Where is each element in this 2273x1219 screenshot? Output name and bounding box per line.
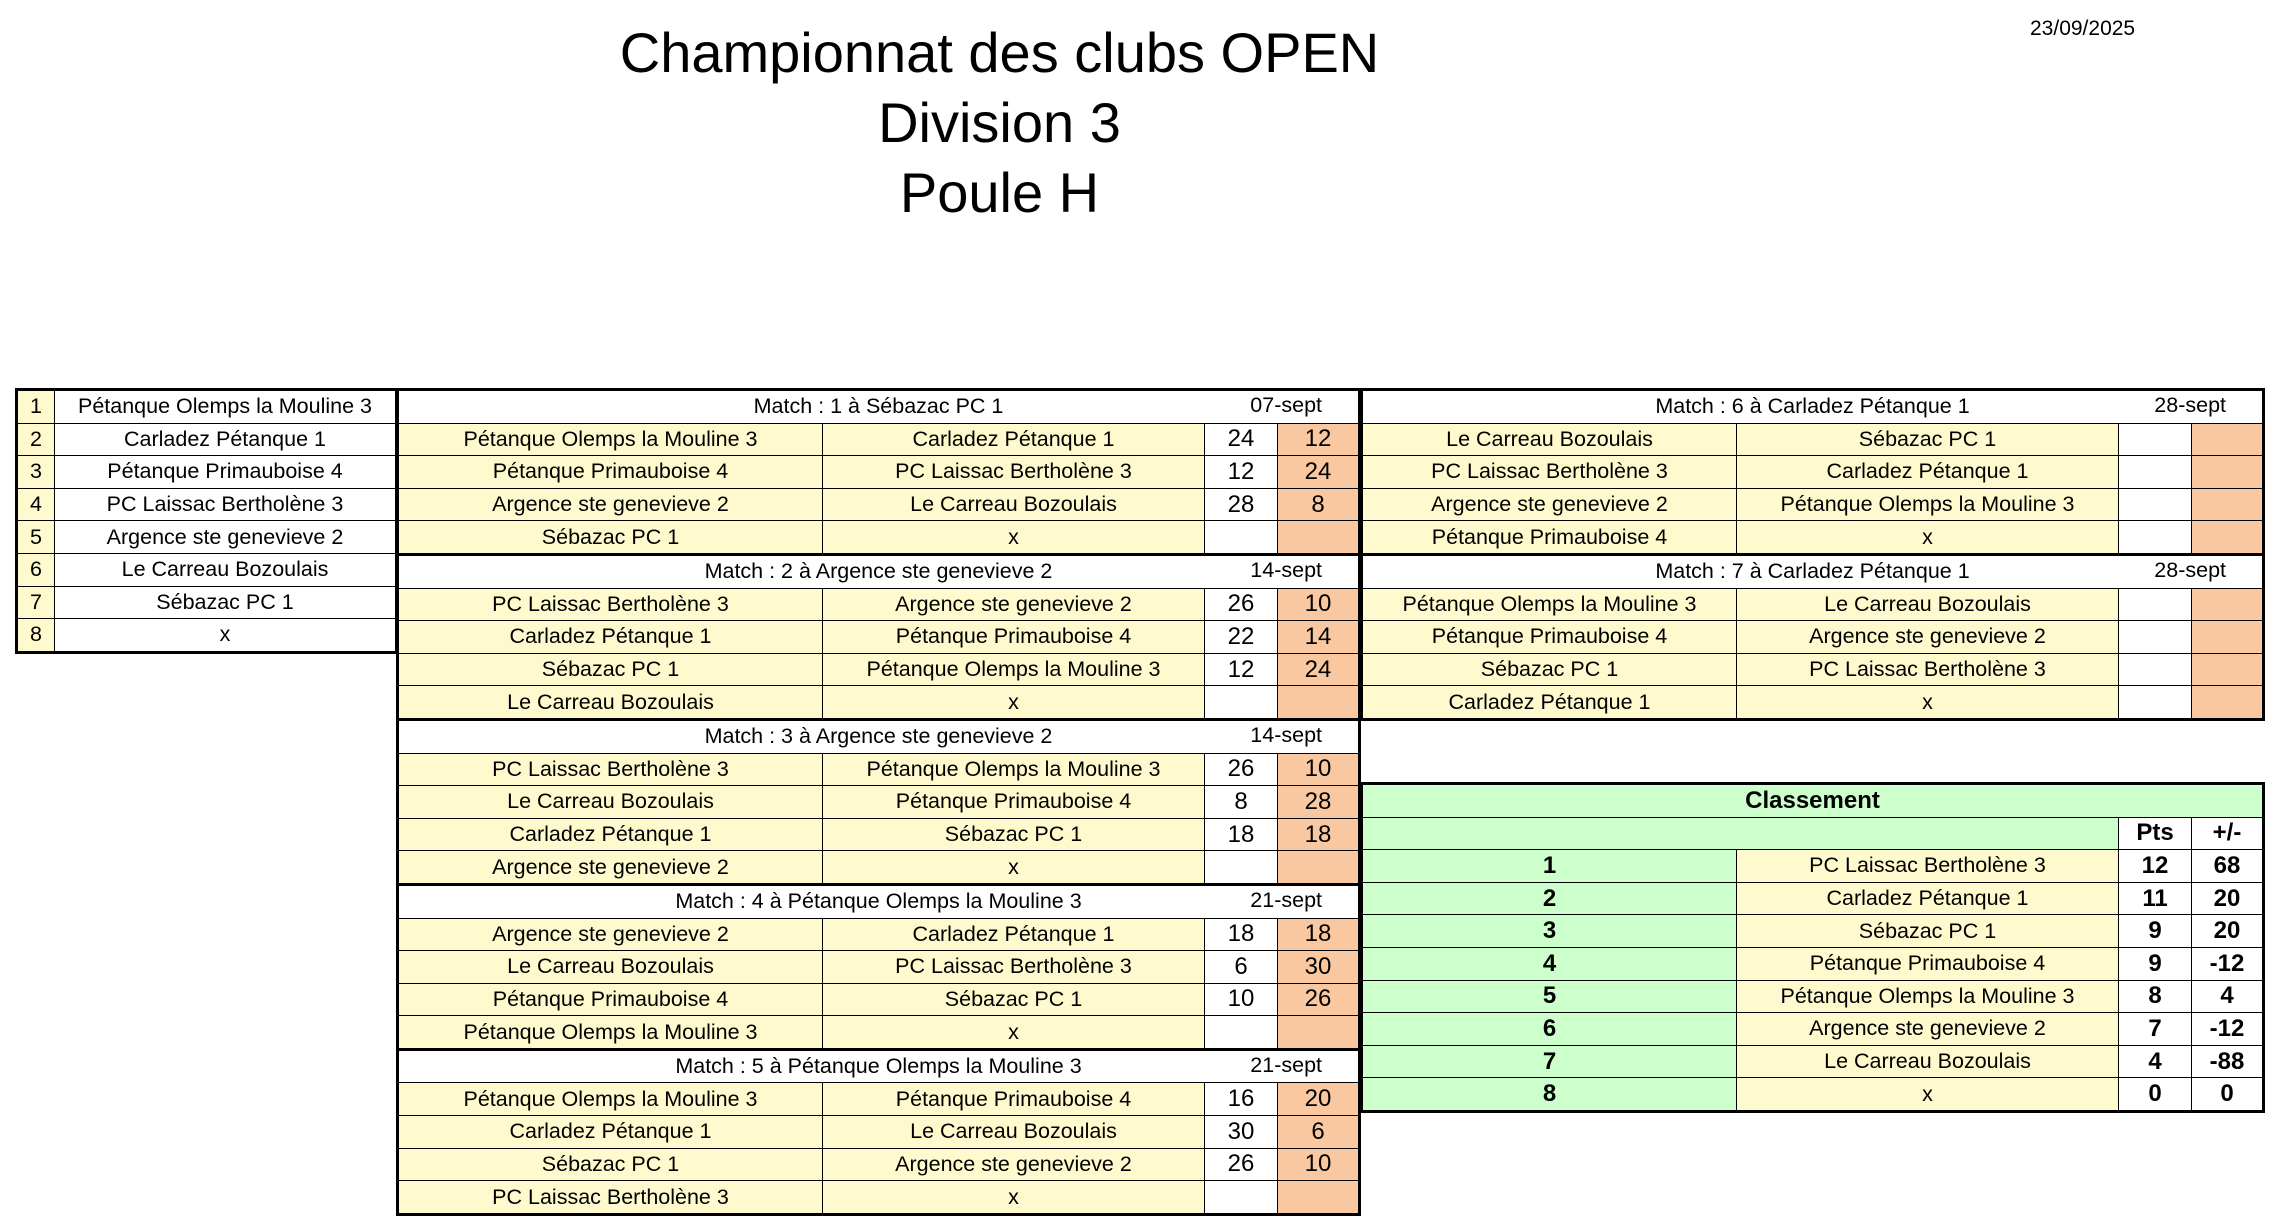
- home-team: Le Carreau Bozoulais: [1362, 423, 1737, 456]
- away-score: 20: [1278, 1083, 1360, 1116]
- home-score: [2119, 521, 2192, 555]
- home-score: 8: [1205, 786, 1278, 819]
- match-header-row: [398, 390, 1360, 424]
- game-row: [1362, 456, 2264, 489]
- away-score: [1278, 1016, 1360, 1050]
- points: 4: [2119, 1045, 2192, 1078]
- matches-table-right: [1360, 388, 2265, 721]
- game-row: [1362, 423, 2264, 456]
- difference-header: +/-: [2192, 817, 2264, 850]
- team-name: PC Laissac Bertholène 3: [55, 488, 397, 521]
- home-team: Sébazac PC 1: [398, 653, 823, 686]
- match-date: 07-sept: [1250, 393, 1322, 417]
- home-score: [2119, 653, 2192, 686]
- away-score: 10: [1278, 753, 1360, 786]
- goal-difference: 68: [2192, 850, 2264, 883]
- away-team: Sébazac PC 1: [823, 818, 1205, 851]
- game-row: [398, 621, 1360, 654]
- home-team: Sébazac PC 1: [398, 521, 823, 555]
- away-team: Pétanque Olemps la Mouline 3: [823, 653, 1205, 686]
- away-score: [1278, 686, 1360, 720]
- match-header-row: [398, 884, 1360, 918]
- away-score: 26: [1278, 983, 1360, 1016]
- team-number: 6: [17, 553, 55, 586]
- away-score: 24: [1278, 456, 1360, 489]
- home-team: Argence ste genevieve 2: [1362, 488, 1737, 521]
- home-team: PC Laissac Bertholène 3: [1362, 456, 1737, 489]
- home-score: 26: [1205, 588, 1278, 621]
- away-score: [2192, 686, 2264, 720]
- home-team: Argence ste genevieve 2: [398, 918, 823, 951]
- home-team: PC Laissac Bertholène 3: [398, 588, 823, 621]
- home-team: Pétanque Olemps la Mouline 3: [398, 1083, 823, 1116]
- standing-team: Pétanque Olemps la Mouline 3: [1737, 980, 2119, 1013]
- match-date: 28-sept: [2154, 393, 2226, 417]
- rank: 3: [1362, 915, 1737, 948]
- home-team: Pétanque Olemps la Mouline 3: [1362, 588, 1737, 621]
- game-row: [398, 588, 1360, 621]
- game-row: [1362, 588, 2264, 621]
- team-row: [17, 456, 397, 489]
- standings-row: [1362, 882, 2264, 915]
- away-score: 10: [1278, 1148, 1360, 1181]
- points: 9: [2119, 947, 2192, 980]
- rank: 8: [1362, 1078, 1737, 1112]
- home-team: Carladez Pétanque 1: [398, 818, 823, 851]
- home-score: 18: [1205, 918, 1278, 951]
- home-team: Sébazac PC 1: [1362, 653, 1737, 686]
- team-name: Le Carreau Bozoulais: [55, 553, 397, 586]
- standings-title-row: [1362, 784, 2264, 818]
- team-name: Pétanque Primauboise 4: [55, 456, 397, 489]
- standings-header-blank: [1362, 817, 2119, 850]
- match-header-row: [398, 719, 1360, 753]
- home-score: 24: [1205, 423, 1278, 456]
- points: 11: [2119, 882, 2192, 915]
- game-row: [398, 1016, 1360, 1050]
- home-team: Sébazac PC 1: [398, 1148, 823, 1181]
- game-row: [398, 686, 1360, 720]
- away-team: x: [1737, 521, 2119, 555]
- away-team: Carladez Pétanque 1: [823, 423, 1205, 456]
- points: 7: [2119, 1013, 2192, 1046]
- match-header: [398, 390, 1360, 424]
- team-row: [17, 553, 397, 586]
- game-row: [1362, 686, 2264, 720]
- points-header: Pts: [2119, 817, 2192, 850]
- away-score: [2192, 588, 2264, 621]
- game-row: [398, 851, 1360, 885]
- away-team: Le Carreau Bozoulais: [1737, 588, 2119, 621]
- match-date: 14-sept: [1250, 557, 1322, 582]
- away-score: [2192, 621, 2264, 654]
- team-number: 4: [17, 488, 55, 521]
- home-team: Argence ste genevieve 2: [398, 851, 823, 885]
- points: 0: [2119, 1078, 2192, 1112]
- standing-team: PC Laissac Bertholène 3: [1737, 850, 2119, 883]
- home-score: 22: [1205, 621, 1278, 654]
- standing-team: Carladez Pétanque 1: [1737, 882, 2119, 915]
- away-team: x: [823, 521, 1205, 555]
- home-score: 12: [1205, 456, 1278, 489]
- match-date: 21-sept: [1250, 887, 1322, 912]
- away-score: 28: [1278, 786, 1360, 819]
- home-score: [2119, 423, 2192, 456]
- standings-row: [1362, 850, 2264, 883]
- game-row: [1362, 653, 2264, 686]
- standings-row: [1362, 1013, 2264, 1046]
- away-team: Pétanque Olemps la Mouline 3: [823, 753, 1205, 786]
- match-header-row: [398, 554, 1360, 588]
- away-score: [2192, 456, 2264, 489]
- standing-team: Le Carreau Bozoulais: [1737, 1045, 2119, 1078]
- match-date: 14-sept: [1250, 722, 1322, 747]
- game-row: [398, 918, 1360, 951]
- home-score: [2119, 621, 2192, 654]
- away-score: [2192, 423, 2264, 456]
- match-title: Match : 6 à Carladez Pétanque 1: [1655, 394, 1970, 419]
- match-header: [1362, 554, 2264, 588]
- team-row: [17, 619, 397, 653]
- home-score: [1205, 686, 1278, 720]
- home-team: Pétanque Primauboise 4: [398, 983, 823, 1016]
- home-team: Le Carreau Bozoulais: [398, 951, 823, 984]
- team-name: Carladez Pétanque 1: [55, 423, 397, 456]
- team-name: Pétanque Olemps la Mouline 3: [55, 390, 397, 424]
- away-team: Argence ste genevieve 2: [823, 588, 1205, 621]
- match-header-row: [398, 1049, 1360, 1083]
- home-team: Argence ste genevieve 2: [398, 488, 823, 521]
- away-team: Sébazac PC 1: [823, 983, 1205, 1016]
- away-score: 18: [1278, 818, 1360, 851]
- home-team: Carladez Pétanque 1: [398, 621, 823, 654]
- home-score: [1205, 521, 1278, 555]
- away-score: [2192, 653, 2264, 686]
- game-row: [398, 653, 1360, 686]
- game-row: [398, 1148, 1360, 1181]
- standings-row: [1362, 980, 2264, 1013]
- rank: 5: [1362, 980, 1737, 1013]
- away-team: Sébazac PC 1: [1737, 423, 2119, 456]
- standing-team: Argence ste genevieve 2: [1737, 1013, 2119, 1046]
- game-row: [398, 1083, 1360, 1116]
- away-score: 18: [1278, 918, 1360, 951]
- standings-row: [1362, 915, 2264, 948]
- game-row: [398, 521, 1360, 555]
- away-team: Le Carreau Bozoulais: [823, 1116, 1205, 1149]
- away-team: Le Carreau Bozoulais: [823, 488, 1205, 521]
- rank: 2: [1362, 882, 1737, 915]
- team-row: [17, 423, 397, 456]
- away-team: Pétanque Primauboise 4: [823, 786, 1205, 819]
- home-team: Pétanque Primauboise 4: [1362, 521, 1737, 555]
- home-score: 26: [1205, 1148, 1278, 1181]
- standings-title: Classement: [1362, 784, 2264, 818]
- goal-difference: 4: [2192, 980, 2264, 1013]
- points: 9: [2119, 915, 2192, 948]
- away-team: Carladez Pétanque 1: [1737, 456, 2119, 489]
- standings-row: [1362, 1078, 2264, 1112]
- away-team: x: [823, 1181, 1205, 1215]
- game-row: [398, 753, 1360, 786]
- home-team: Le Carreau Bozoulais: [398, 686, 823, 720]
- away-score: 14: [1278, 621, 1360, 654]
- team-name: Sébazac PC 1: [55, 586, 397, 619]
- report-date: 23/09/2025: [2030, 17, 2136, 40]
- match-header: [398, 1049, 1360, 1083]
- team-name: Argence ste genevieve 2: [55, 521, 397, 554]
- match-title: Match : 7 à Carladez Pétanque 1: [1655, 559, 1970, 584]
- away-score: [2192, 488, 2264, 521]
- team-row: [17, 390, 397, 424]
- goal-difference: -12: [2192, 947, 2264, 980]
- away-score: 8: [1278, 488, 1360, 521]
- game-row: [398, 423, 1360, 456]
- away-score: 6: [1278, 1116, 1360, 1149]
- team-name: x: [55, 619, 397, 653]
- home-score: 16: [1205, 1083, 1278, 1116]
- game-row: [1362, 488, 2264, 521]
- match-date: 21-sept: [1250, 1052, 1322, 1077]
- teams-table: [15, 388, 398, 654]
- home-team: Pétanque Primauboise 4: [398, 456, 823, 489]
- home-score: [2119, 456, 2192, 489]
- standing-team: Sébazac PC 1: [1737, 915, 2119, 948]
- match-title: Match : 4 à Pétanque Olemps la Mouline 3: [675, 889, 1082, 914]
- match-date: 28-sept: [2154, 557, 2226, 582]
- game-row: [398, 1116, 1360, 1149]
- home-score: [2119, 588, 2192, 621]
- match-title: Match : 2 à Argence ste genevieve 2: [704, 559, 1053, 584]
- game-row: [398, 951, 1360, 984]
- match-title: Match : 5 à Pétanque Olemps la Mouline 3: [675, 1054, 1082, 1079]
- goal-difference: 20: [2192, 915, 2264, 948]
- away-team: Pétanque Olemps la Mouline 3: [1737, 488, 2119, 521]
- home-score: [2119, 686, 2192, 720]
- goal-difference: -12: [2192, 1013, 2264, 1046]
- away-score: [1278, 1181, 1360, 1215]
- match-title: Match : 3 à Argence ste genevieve 2: [704, 724, 1053, 749]
- standings-row: [1362, 947, 2264, 980]
- home-score: [1205, 1181, 1278, 1215]
- home-score: [2119, 488, 2192, 521]
- home-score: [1205, 1016, 1278, 1050]
- game-row: [398, 1181, 1360, 1215]
- home-team: Pétanque Olemps la Mouline 3: [398, 1016, 823, 1050]
- points: 12: [2119, 850, 2192, 883]
- home-team: Pétanque Primauboise 4: [1362, 621, 1737, 654]
- home-score: [1205, 851, 1278, 885]
- game-row: [398, 456, 1360, 489]
- away-team: PC Laissac Bertholène 3: [823, 951, 1205, 984]
- away-score: 30: [1278, 951, 1360, 984]
- away-team: Pétanque Primauboise 4: [823, 621, 1205, 654]
- standings-row: [1362, 1045, 2264, 1078]
- standings-header-row: [1362, 817, 2264, 850]
- home-score: 6: [1205, 951, 1278, 984]
- home-score: 30: [1205, 1116, 1278, 1149]
- match-title: Match : 1 à Sébazac PC 1: [753, 394, 1004, 419]
- matches-table-left: [396, 388, 1361, 1216]
- rank: 4: [1362, 947, 1737, 980]
- away-score: [1278, 521, 1360, 555]
- rank: 1: [1362, 850, 1737, 883]
- away-team: x: [823, 1016, 1205, 1050]
- home-score: 12: [1205, 653, 1278, 686]
- home-team: PC Laissac Bertholène 3: [398, 1181, 823, 1215]
- match-header: [1362, 390, 2264, 424]
- team-row: [17, 521, 397, 554]
- home-score: 10: [1205, 983, 1278, 1016]
- points: 8: [2119, 980, 2192, 1013]
- team-number: 1: [17, 390, 55, 424]
- away-team: x: [823, 686, 1205, 720]
- team-number: 2: [17, 423, 55, 456]
- home-score: 28: [1205, 488, 1278, 521]
- home-team: Le Carreau Bozoulais: [398, 786, 823, 819]
- game-row: [398, 818, 1360, 851]
- home-score: 18: [1205, 818, 1278, 851]
- home-team: PC Laissac Bertholène 3: [398, 753, 823, 786]
- rank: 7: [1362, 1045, 1737, 1078]
- away-score: [1278, 851, 1360, 885]
- standing-team: Pétanque Primauboise 4: [1737, 947, 2119, 980]
- away-team: PC Laissac Bertholène 3: [823, 456, 1205, 489]
- home-score: 26: [1205, 753, 1278, 786]
- away-score: 12: [1278, 423, 1360, 456]
- standings-table: [1360, 782, 2265, 1113]
- team-number: 3: [17, 456, 55, 489]
- division-title: Division 3: [878, 91, 1121, 154]
- game-row: [398, 488, 1360, 521]
- match-header: [398, 554, 1360, 588]
- away-team: Pétanque Primauboise 4: [823, 1083, 1205, 1116]
- home-team: Carladez Pétanque 1: [1362, 686, 1737, 720]
- rank: 6: [1362, 1013, 1737, 1046]
- away-score: 10: [1278, 588, 1360, 621]
- match-header: [398, 719, 1360, 753]
- away-team: Argence ste genevieve 2: [1737, 621, 2119, 654]
- away-team: x: [1737, 686, 2119, 720]
- home-team: Carladez Pétanque 1: [398, 1116, 823, 1149]
- standing-team: x: [1737, 1078, 2119, 1112]
- page-title: Championnat des clubs OPEN: [619, 21, 1380, 84]
- away-team: x: [823, 851, 1205, 885]
- game-row: [1362, 521, 2264, 555]
- away-team: PC Laissac Bertholène 3: [1737, 653, 2119, 686]
- away-score: [2192, 521, 2264, 555]
- pool-title: Poule H: [899, 161, 1100, 224]
- home-team: Pétanque Olemps la Mouline 3: [398, 423, 823, 456]
- match-header: [398, 884, 1360, 918]
- game-row: [1362, 621, 2264, 654]
- goal-difference: 0: [2192, 1078, 2264, 1112]
- match-header-row: [1362, 554, 2264, 588]
- away-team: Carladez Pétanque 1: [823, 918, 1205, 951]
- team-number: 8: [17, 619, 55, 653]
- goal-difference: 20: [2192, 882, 2264, 915]
- team-number: 7: [17, 586, 55, 619]
- team-number: 5: [17, 521, 55, 554]
- goal-difference: -88: [2192, 1045, 2264, 1078]
- away-team: Argence ste genevieve 2: [823, 1148, 1205, 1181]
- game-row: [398, 786, 1360, 819]
- game-row: [398, 983, 1360, 1016]
- away-score: 24: [1278, 653, 1360, 686]
- team-row: [17, 586, 397, 619]
- match-header-row: [1362, 390, 2264, 424]
- team-row: [17, 488, 397, 521]
